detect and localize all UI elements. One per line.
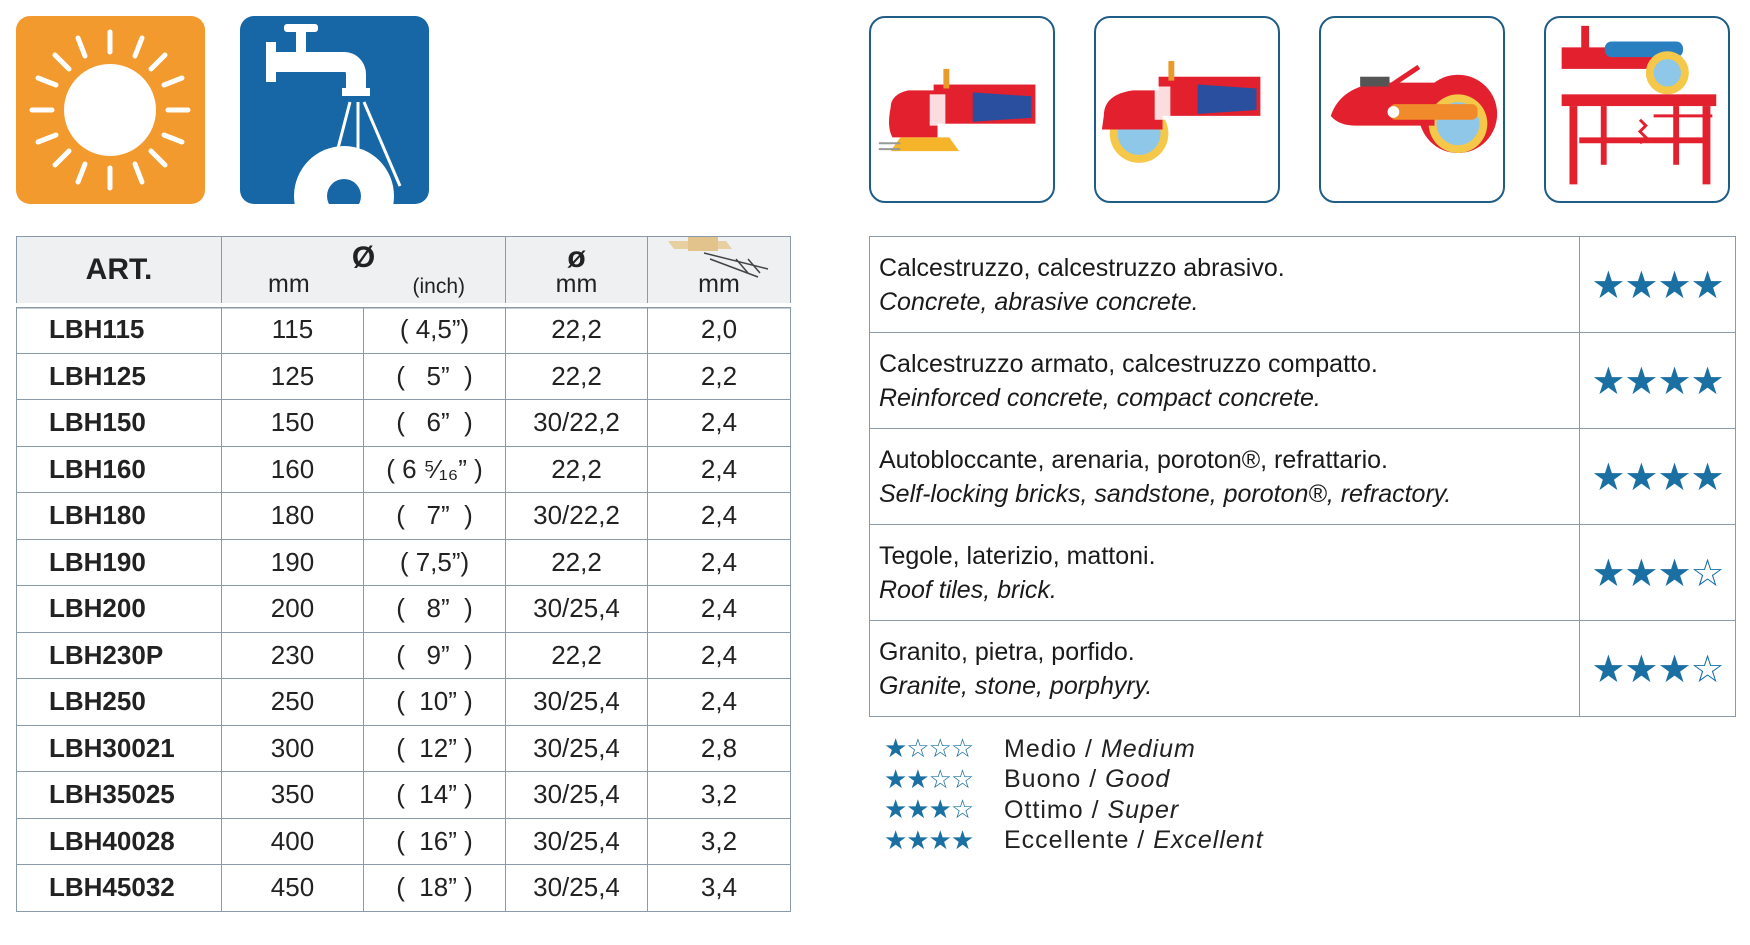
legend-item xyxy=(884,795,1264,826)
art-code: LBH250 xyxy=(17,679,222,726)
sun-icon xyxy=(16,16,205,204)
thickness-mm: 2,0 xyxy=(648,305,791,353)
art-code: LBH125 xyxy=(17,353,222,400)
legend-item xyxy=(884,765,1264,796)
diameter-symbol: Ø xyxy=(351,241,376,274)
diameter-mm: 450 xyxy=(222,865,364,912)
legend-label-it: Buono xyxy=(1004,765,1082,794)
star-rating-icon: ★★★☆ xyxy=(1591,646,1724,691)
diameter-mm: 300 xyxy=(222,725,364,772)
bore-unit: mm xyxy=(555,270,598,298)
table-row xyxy=(17,539,791,586)
header-thickness xyxy=(648,237,791,306)
material-row xyxy=(870,333,1736,429)
bore-mm: 22,2 xyxy=(506,632,648,679)
diameter-inch: ( 9” ) xyxy=(364,632,506,679)
legend-label xyxy=(1004,826,1264,855)
legend-label xyxy=(1004,765,1170,794)
diameter-mm: 125 xyxy=(222,353,364,400)
diameter-inch: ( 14” ) xyxy=(364,772,506,819)
art-code: LBH180 xyxy=(17,493,222,540)
diameter-mm: 400 xyxy=(222,818,364,865)
diameter-inch: ( 6 ⁵⁄₁₆” ) xyxy=(364,446,506,493)
diameter-unit-inch: (inch) xyxy=(412,275,465,298)
thickness-mm: 2,4 xyxy=(648,679,791,726)
header-art xyxy=(17,237,222,306)
material-row xyxy=(870,237,1736,333)
header-diameter xyxy=(222,237,506,306)
diameter-mm: 350 xyxy=(222,772,364,819)
art-code: LBH40028 xyxy=(17,818,222,865)
art-code: LBH230P xyxy=(17,632,222,679)
legend-separator: / xyxy=(1081,765,1106,794)
material-description xyxy=(870,237,1580,333)
art-code: LBH45032 xyxy=(17,865,222,912)
legend-star-icon: ★★☆☆ xyxy=(884,764,974,795)
legend-label-it: Ottimo xyxy=(1004,795,1084,824)
art-code: LBH115 xyxy=(17,305,222,353)
table-row xyxy=(17,353,791,400)
angle-grinder-icon xyxy=(869,16,1055,203)
material-rating xyxy=(1580,621,1736,717)
legend-label-en: Super xyxy=(1107,795,1180,824)
table-row xyxy=(17,865,791,912)
material-row xyxy=(870,621,1736,717)
bore-mm: 22,2 xyxy=(506,305,648,353)
spec-table xyxy=(16,236,791,912)
legend-star-icon: ★☆☆☆ xyxy=(884,734,974,765)
legend-label-en: Medium xyxy=(1100,734,1196,763)
bore-mm: 30/25,4 xyxy=(506,818,648,865)
diameter-unit-mm: mm xyxy=(268,270,310,298)
legend-label-en: Good xyxy=(1105,765,1171,794)
diameter-inch: ( 7” ) xyxy=(364,493,506,540)
bore-mm: 30/22,2 xyxy=(506,400,648,447)
material-description xyxy=(870,525,1580,621)
thickness-mm: 2,8 xyxy=(648,725,791,772)
bore-mm: 30/25,4 xyxy=(506,725,648,772)
bore-mm: 30/25,4 xyxy=(506,586,648,633)
art-code: LBH190 xyxy=(17,539,222,586)
bore-mm: 30/25,4 xyxy=(506,772,648,819)
art-code: LBH200 xyxy=(17,586,222,633)
material-name-it: Tegole, laterizio, mattoni. xyxy=(879,541,1156,570)
diameter-mm: 160 xyxy=(222,446,364,493)
diameter-mm: 190 xyxy=(222,539,364,586)
material-rating xyxy=(1580,237,1736,333)
material-name-en: Reinforced concrete, compact concrete. xyxy=(879,383,1321,412)
diameter-inch: ( 4,5”) xyxy=(364,305,506,353)
materials-table xyxy=(869,236,1736,717)
angle-grinder-with-blade-icon xyxy=(1094,16,1280,203)
table-row xyxy=(17,446,791,493)
table-saw-icon xyxy=(1544,16,1730,203)
legend-separator: / xyxy=(1083,795,1108,824)
thickness-mm: 3,4 xyxy=(648,865,791,912)
table-row xyxy=(17,818,791,865)
thickness-mm: 2,4 xyxy=(648,632,791,679)
water-tap-icon xyxy=(240,16,429,204)
bore-mm: 22,2 xyxy=(506,446,648,493)
header-bore xyxy=(506,237,648,306)
material-rating xyxy=(1580,333,1736,429)
table-row xyxy=(17,679,791,726)
material-row xyxy=(870,429,1736,525)
material-name-it: Granito, pietra, porfido. xyxy=(879,637,1135,666)
material-name-it: Calcestruzzo, calcestruzzo abrasivo. xyxy=(879,253,1285,282)
table-row xyxy=(17,400,791,447)
diameter-inch: ( 16” ) xyxy=(364,818,506,865)
material-rating xyxy=(1580,429,1736,525)
rating-legend xyxy=(884,734,1264,856)
star-rating-icon: ★★★☆ xyxy=(1591,550,1724,595)
diameter-inch: ( 18” ) xyxy=(364,865,506,912)
diameter-inch: ( 12” ) xyxy=(364,725,506,772)
material-name-it: Calcestruzzo armato, calcestruzzo compatto. xyxy=(879,349,1378,378)
art-code: LBH150 xyxy=(17,400,222,447)
art-code: LBH35025 xyxy=(17,772,222,819)
material-description xyxy=(870,429,1580,525)
star-rating-icon: ★★★★ xyxy=(1591,454,1724,499)
material-name-en: Granite, stone, porphyry. xyxy=(879,671,1153,700)
art-label: ART. xyxy=(85,253,153,286)
art-code: LBH160 xyxy=(17,446,222,493)
diameter-mm: 150 xyxy=(222,400,364,447)
diameter-inch: ( 7,5”) xyxy=(364,539,506,586)
diameter-inch: ( 5” ) xyxy=(364,353,506,400)
cut-off-saw-icon xyxy=(1319,16,1505,203)
material-description xyxy=(870,333,1580,429)
material-name-en: Self-locking bricks, sandstone, poroton®, refractory. xyxy=(879,479,1452,508)
table-row xyxy=(17,586,791,633)
material-name-it: Autobloccante, arenaria, poroton®, refrattario. xyxy=(879,445,1388,474)
table-row xyxy=(17,632,791,679)
legend-item xyxy=(884,734,1264,765)
thickness-unit: mm xyxy=(698,270,740,298)
bore-mm: 30/25,4 xyxy=(506,865,648,912)
thickness-mm: 2,4 xyxy=(648,400,791,447)
spec-header-row xyxy=(17,237,791,306)
thickness-mm: 2,4 xyxy=(648,586,791,633)
star-rating-icon: ★★★★ xyxy=(1591,262,1724,307)
diameter-mm: 200 xyxy=(222,586,364,633)
thickness-mm: 3,2 xyxy=(648,772,791,819)
legend-star-icon: ★★★★ xyxy=(884,825,974,856)
legend-label xyxy=(1004,796,1179,825)
diameter-mm: 230 xyxy=(222,632,364,679)
legend-label-en: Excellent xyxy=(1153,826,1264,855)
bore-mm: 30/25,4 xyxy=(506,679,648,726)
legend-separator: / xyxy=(1129,826,1154,855)
bore-mm: 22,2 xyxy=(506,353,648,400)
thickness-mm: 2,4 xyxy=(648,493,791,540)
table-row xyxy=(17,772,791,819)
material-rating xyxy=(1580,525,1736,621)
diameter-inch: ( 10” ) xyxy=(364,679,506,726)
legend-star-icon: ★★★☆ xyxy=(884,795,974,826)
star-rating-icon: ★★★★ xyxy=(1591,358,1724,403)
legend-separator: / xyxy=(1077,734,1101,763)
legend-label-it: Medio xyxy=(1004,734,1078,763)
diameter-mm: 180 xyxy=(222,493,364,540)
diameter-mm: 250 xyxy=(222,679,364,726)
table-row xyxy=(17,725,791,772)
table-row xyxy=(17,493,791,540)
bore-mm: 22,2 xyxy=(506,539,648,586)
art-code: LBH30021 xyxy=(17,725,222,772)
thickness-mm: 2,4 xyxy=(648,446,791,493)
material-row xyxy=(870,525,1736,621)
bore-symbol: ø xyxy=(567,241,586,274)
thickness-mm: 2,4 xyxy=(648,539,791,586)
diameter-mm: 115 xyxy=(222,305,364,353)
legend-label-it: Eccellente xyxy=(1004,826,1130,855)
legend-item xyxy=(884,826,1264,857)
legend-label xyxy=(1004,735,1196,764)
diameter-inch: ( 8” ) xyxy=(364,586,506,633)
bore-mm: 30/22,2 xyxy=(506,493,648,540)
thickness-mm: 2,2 xyxy=(648,353,791,400)
material-name-en: Roof tiles, brick. xyxy=(879,575,1057,604)
diameter-inch: ( 6” ) xyxy=(364,400,506,447)
thickness-mm: 3,2 xyxy=(648,818,791,865)
material-description xyxy=(870,621,1580,717)
table-row xyxy=(17,305,791,353)
material-name-en: Concrete, abrasive concrete. xyxy=(879,287,1199,316)
